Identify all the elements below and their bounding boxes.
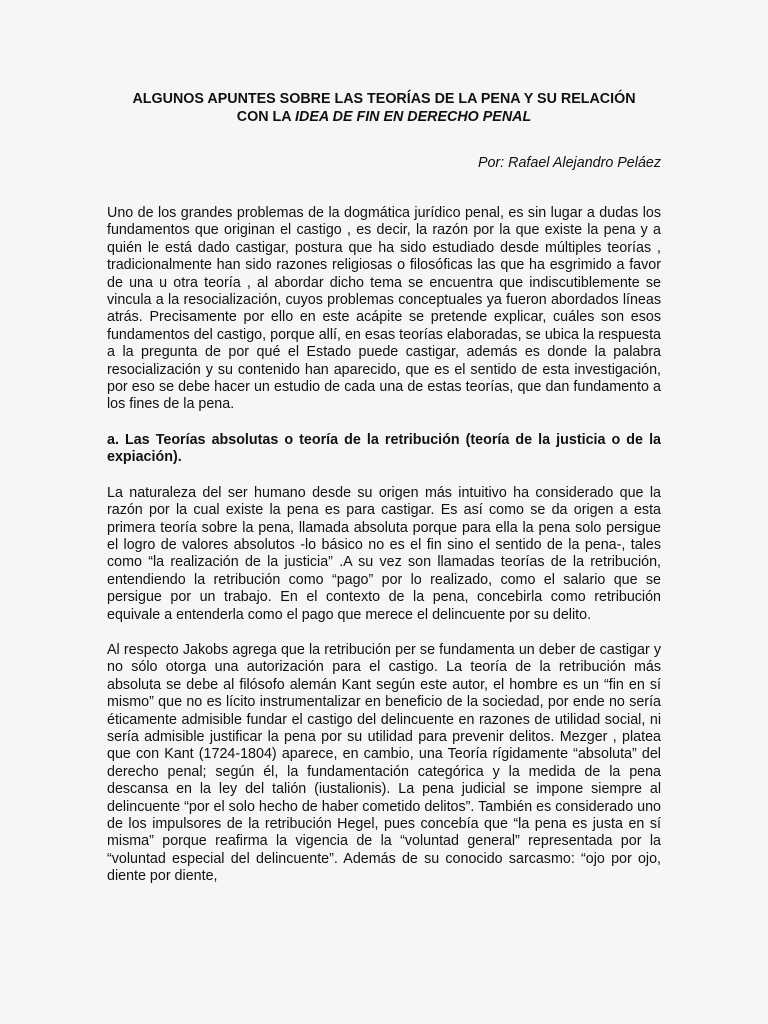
document-title: [107, 90, 661, 126]
section-heading: a. Las Teorías absolutas o teoría de la retribución (teoría de la justicia o de la expiación).: [107, 431, 661, 466]
title-line-2-italic: IDEA DE FIN EN DERECHO PENAL: [295, 109, 532, 125]
title-line-2: [107, 108, 661, 126]
title-line-1: ALGUNOS APUNTES SOBRE LAS TEORÍAS DE LA PENA Y SU RELACIÓN: [132, 91, 636, 107]
title-line-2-prefix: CON LA: [236, 109, 296, 125]
paragraph-3: Al respecto Jakobs agrega que la retribución per se fundamenta un deber de castigar y no sólo otorga una autorización para el castigo. La teoría de la retribución más absoluta se debe al filósofo alemán Kant según este autor, el hombre es un “fin en sí mismo” que no es lícito instrumentalizar en beneficio de la sociedad, por ende no sería éticamente admisible fundar el castigo del delincuente en razones de utilidad social, ni sería admisible justificar la pena por su utilidad para prevenir delitos. Mezger , platea que con Kant (1724-1804) aparece, en cambio, una Teoría rígidamente “absoluta” del derecho penal; según él, la fundamentación categórica y la medida de la pena descansa en la ley del talión (iustalionis). La pena judicial se impone siempre al delincuente “por el solo hecho de haber cometido delitos”. También es considerado uno de los impulsores de la retribución Hegel, pues concebía que “la pena es justa en sí misma” porque reafirma la vigencia de la “voluntad general” representada por la “voluntad especial del delincuente”. Además de su conocido sarcasmo: “ojo por ojo, diente por diente,: [107, 641, 661, 885]
paragraph-2: La naturaleza del ser humano desde su origen más intuitivo ha considerado que la razón por la cual existe la pena es para castigar. Es así como se da origen a esta primera teoría sobre la pena, llamada absoluta porque para ella la pena solo persigue el logro de valores absolutos -lo básico no es el fin sino el sentido de la pena-, tales como “la realización de la justicia” .A su vez son llamadas teorías de la retribución, entendiendo la retribución como “pago” por lo realizado, como el salario que se persigue por un trabajo. En el contexto de la pena, concebirla como retribución equivale a entenderla como el pago que merece el delincuente por su delito.: [107, 484, 661, 623]
paragraph-1: Uno de los grandes problemas de la dogmática jurídico penal, es sin lugar a dudas los fundamentos que originan el castigo , es decir, la razón por la que existe la pena y a quién le está dado castigar, postura que ha sido estudiado desde múltiples teorías , tradicionalmente han sido razones religiosas o filosóficas las que ha esgrimido a favor de una u otra teoría , al abordar dicho tema se encuentra que indiscutiblemente se vincula a la resocialización, cuyos problemas conceptuales ya fueron abordados líneas atrás. Precisamente por ello en este acápite se pretende explicar, cuáles son esos fundamentos del castigo, porque allí, en esas teorías elaboradas, se ubica la respuesta a la pregunta de por qué el Estado puede castigar, además es donde la palabra resocialización y su contenido han aparecido, que es el sentido de esta investigación, por eso se debe hacer un estudio de cada una de estas teorías, que dan fundamento a los fines de la pena.: [107, 205, 661, 413]
author-line: Por: Rafael Alejandro Peláez: [477, 155, 661, 171]
